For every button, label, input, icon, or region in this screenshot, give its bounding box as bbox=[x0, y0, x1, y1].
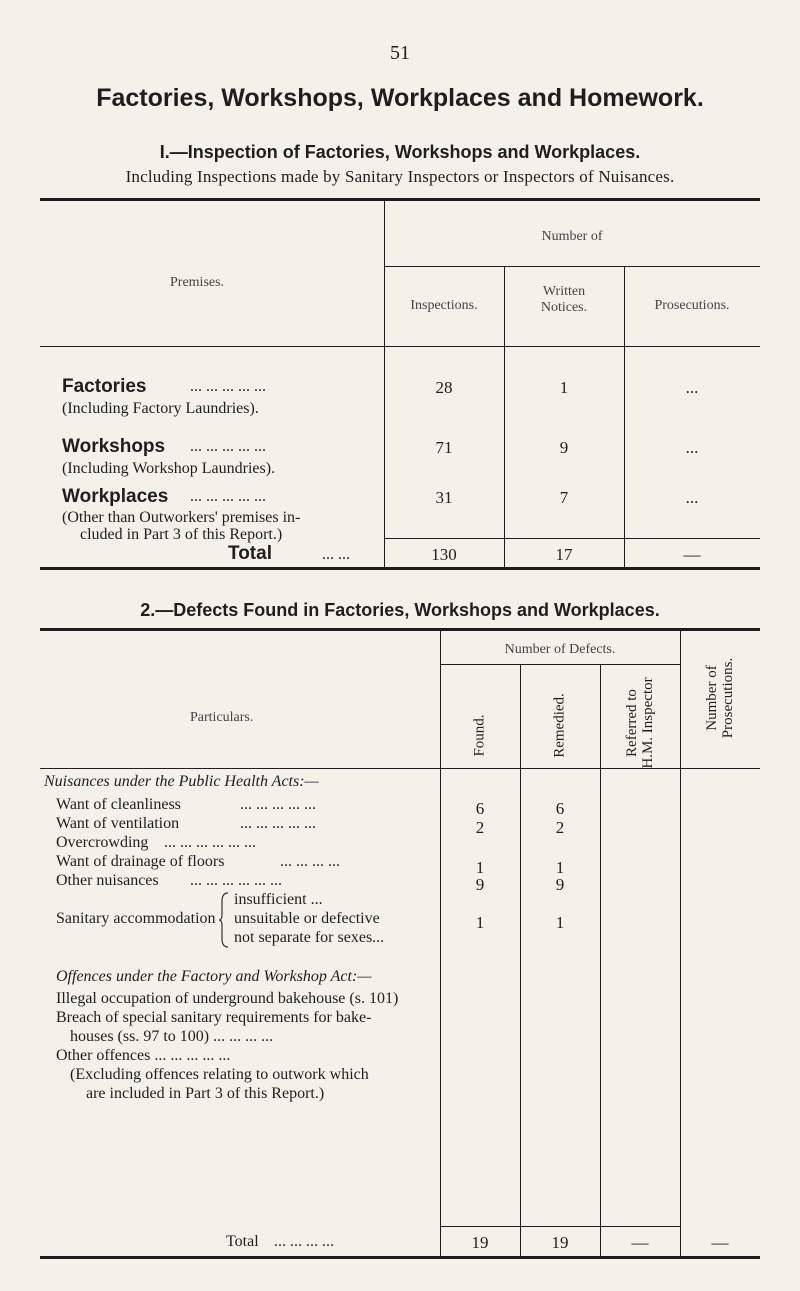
nuisance-dots: ... ... ... ... ... bbox=[240, 796, 316, 813]
offence-line: Other offences ... ... ... ... ... bbox=[56, 1047, 231, 1064]
nuisance-label: Other nuisances bbox=[56, 872, 159, 889]
nuisance-remedied: 9 bbox=[555, 875, 565, 894]
row-factories-inspections: 28 bbox=[435, 378, 453, 397]
sanitary-remedied: 1 bbox=[555, 913, 565, 932]
row-workplaces-dots: ... ... ... ... ... bbox=[190, 488, 266, 505]
section2-heading: 2.—Defects Found in Factories, Workshops and Workplaces. bbox=[140, 600, 660, 620]
nuisance-remedied: 2 bbox=[555, 818, 565, 837]
row-workplaces-name: Workplaces bbox=[62, 486, 169, 507]
row-workshops-notices: 9 bbox=[559, 438, 569, 457]
nuisance-remedied: 6 bbox=[555, 799, 565, 818]
col-written-line1: Written bbox=[542, 284, 586, 299]
table1-top-rule bbox=[40, 198, 760, 201]
offence-line: houses (ss. 97 to 100) ... ... ... ... bbox=[70, 1028, 274, 1045]
nuisance-found: 6 bbox=[475, 799, 485, 818]
total2-found: 19 bbox=[471, 1233, 489, 1252]
nuisance-remedied: 1 bbox=[555, 858, 565, 877]
table1-total-rule bbox=[384, 538, 760, 539]
sanitary-option-insufficient: insufficient ... bbox=[234, 891, 323, 908]
nuisances-heading: Nuisances under the Public Health Acts:— bbox=[44, 773, 319, 790]
row-workplaces-note2: cluded in Part 3 of this Report.) bbox=[80, 526, 283, 543]
table2-top-rule bbox=[40, 628, 760, 631]
col-premises: Premises. bbox=[170, 275, 225, 290]
total2-remedied: 19 bbox=[551, 1233, 569, 1252]
row-workshops-inspections: 71 bbox=[435, 438, 453, 457]
nuisance-dots: ... ... ... ... bbox=[280, 853, 340, 870]
nuisance-found: 1 bbox=[475, 858, 485, 877]
nuisance-label: Want of ventilation bbox=[56, 815, 180, 832]
offences-heading: Offences under the Factory and Workshop Act:— bbox=[56, 968, 372, 985]
nuisance-dots: ... ... ... ... ... ... bbox=[190, 872, 282, 889]
total-notices: 17 bbox=[555, 545, 573, 564]
row-workshops-dots: ... ... ... ... ... bbox=[190, 438, 266, 455]
total-dots: ... ... bbox=[322, 546, 350, 563]
row-workshops-note: (Including Workshop Laundries). bbox=[62, 460, 276, 477]
nuisance-dots: ... ... ... ... ... bbox=[240, 815, 316, 832]
table2-vline-3 bbox=[600, 664, 601, 1258]
table2-vline-2 bbox=[520, 664, 521, 1258]
sanitary-option-not-separate: not separate for sexes... bbox=[234, 929, 385, 946]
offence-line: (Excluding offences relating to outwork which bbox=[70, 1066, 369, 1083]
col-prosecutions-line1: Number of bbox=[704, 665, 720, 731]
total2-referred: — bbox=[631, 1233, 649, 1252]
section1-heading: I.—Inspection of Factories, Workshops and Workplaces. bbox=[159, 142, 641, 162]
nuisance-label: Overcrowding bbox=[56, 834, 149, 851]
offence-line: are included in Part 3 of this Report.) bbox=[86, 1085, 325, 1102]
nuisance-label: Want of drainage of floors bbox=[56, 853, 225, 870]
col-prosecutions-line2: Prosecutions. bbox=[720, 657, 736, 739]
table1-bottom-rule bbox=[40, 567, 760, 570]
row-workshops-name: Workshops bbox=[62, 436, 166, 457]
col-referred-line1: Referred to bbox=[624, 689, 640, 757]
col-found: Found. bbox=[471, 714, 488, 757]
col-number-of-prosecutions bbox=[704, 638, 736, 758]
page-number: 51 bbox=[390, 42, 410, 64]
table1-subhead-rule bbox=[384, 266, 760, 267]
row-factories-note: (Including Factory Laundries). bbox=[62, 400, 259, 417]
row-workplaces-inspections: 31 bbox=[435, 488, 453, 507]
row-workplaces-notices: 7 bbox=[559, 488, 569, 507]
table2-vline-4 bbox=[680, 630, 681, 1258]
nuisance-found: 2 bbox=[475, 818, 485, 837]
row-factories-prosecutions: ... bbox=[685, 378, 699, 397]
sanitary-label: Sanitary accommodation bbox=[56, 910, 216, 927]
offence-line: Illegal occupation of underground bakehouse (s. 101) bbox=[56, 990, 399, 1007]
sanitary-option-unsuitable: unsuitable or defective bbox=[234, 910, 380, 927]
nuisance-found: 9 bbox=[475, 875, 485, 894]
sanitary-found: 1 bbox=[475, 913, 485, 932]
total-label: Total bbox=[228, 543, 272, 564]
total2-prosecutions: — bbox=[711, 1233, 729, 1252]
row-factories-notices: 1 bbox=[559, 378, 569, 397]
nuisance-label: Want of cleanliness bbox=[56, 796, 181, 813]
col-written-line2: Notices. bbox=[540, 300, 588, 315]
brace-icon bbox=[218, 891, 230, 949]
col-number-of-defects: Number of Defects. bbox=[504, 642, 616, 657]
col-prosecutions: Prosecutions. bbox=[654, 298, 730, 313]
total2-label: Total bbox=[226, 1233, 259, 1250]
col-particulars: Particulars. bbox=[190, 710, 254, 725]
col-inspections: Inspections. bbox=[410, 298, 478, 313]
total2-dots: ... ... ... ... bbox=[274, 1233, 334, 1250]
col-number-of: Number of bbox=[541, 229, 603, 244]
row-workplaces-note1: (Other than Outworkers' premises in- bbox=[62, 509, 301, 526]
col-remedied: Remedied. bbox=[551, 693, 568, 758]
total-inspections: 130 bbox=[431, 545, 457, 564]
row-workshops-prosecutions: ... bbox=[685, 438, 699, 457]
row-workplaces-prosecutions: ... bbox=[685, 488, 699, 507]
offence-line: Breach of special sanitary requirements for bake- bbox=[56, 1009, 372, 1026]
table2-vline-1 bbox=[440, 630, 441, 1258]
table1-header-rule bbox=[40, 346, 760, 347]
col-referred-line2: H.M. Inspector bbox=[640, 677, 656, 769]
table2-bottom-rule bbox=[40, 1256, 760, 1259]
nuisance-dots: ... ... ... ... ... ... bbox=[164, 834, 256, 851]
table2-total-rule bbox=[440, 1226, 680, 1227]
row-factories-name: Factories bbox=[62, 376, 147, 397]
page-title: Factories, Workshops, Workplaces and Homework. bbox=[96, 84, 704, 112]
row-factories-dots: ... ... ... ... ... bbox=[190, 378, 266, 395]
total-prosecutions: — bbox=[683, 545, 701, 564]
col-written-notices bbox=[504, 284, 624, 316]
table1-vline-1 bbox=[384, 200, 385, 568]
section1-subheading: Including Inspections made by Sanitary Inspectors or Inspectors of Nuisances. bbox=[125, 167, 675, 186]
col-referred bbox=[624, 663, 656, 783]
